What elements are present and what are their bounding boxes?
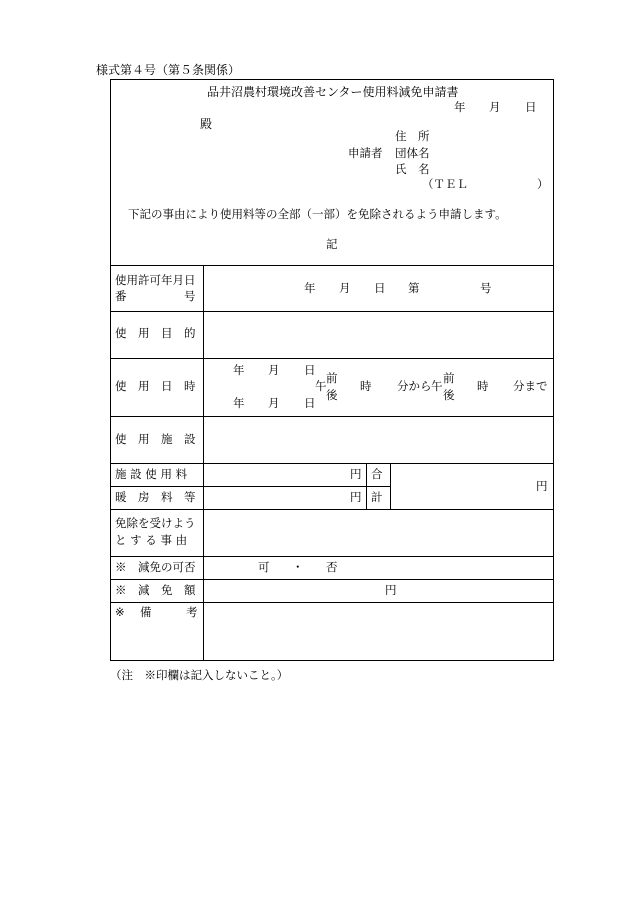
reason-label-line2: と す る 事 由: [115, 533, 188, 547]
start-year: 年: [233, 363, 245, 377]
row-divider-fee: [110, 486, 390, 487]
heating-fee-yen: 円: [350, 490, 362, 504]
table-border-left: [110, 79, 111, 661]
facility-fee-yen: 円: [350, 467, 362, 481]
table-border-right: [553, 79, 554, 661]
approval-label: ※ 減免の可否: [115, 560, 196, 574]
start-fun-kara: 分から: [397, 379, 432, 393]
row-divider: [110, 416, 554, 417]
applicant-address-label: 住 所: [395, 129, 430, 143]
table-border-top: [110, 79, 554, 80]
facility-label: 使 用 施 設: [115, 432, 196, 446]
permit-dai: 第: [408, 281, 420, 295]
total-label-top: 合: [371, 467, 383, 481]
end-ko: 後: [443, 388, 455, 402]
permit-month: 月: [339, 281, 351, 295]
row-divider: [110, 602, 554, 603]
permit-day: 日: [374, 281, 386, 295]
form-title: 品井沼農村環境改善センター使用料減免申請書: [207, 85, 459, 99]
start-go: 午: [315, 379, 327, 393]
approval-dot: ・: [292, 560, 304, 574]
start-zen: 前: [326, 371, 338, 385]
permit-label-line1: 使用許可年月日: [115, 273, 196, 287]
amount-yen: 円: [385, 583, 397, 597]
date-day: 日: [525, 100, 537, 114]
header-section-divider: [110, 265, 554, 266]
end-go: 午: [431, 379, 443, 393]
reason-label-line1: 免除を受けよう: [115, 516, 196, 530]
start-ji: 時: [360, 379, 372, 393]
applicant-tel-label: （ＴＥＬ ）: [422, 177, 549, 191]
applicant-org-label: 団体名: [395, 146, 430, 160]
date-year: 年: [454, 100, 466, 114]
total-label-divider: [390, 463, 391, 510]
row-divider: [110, 509, 554, 510]
permit-year: 年: [304, 281, 316, 295]
amount-label: ※ 減 免 額: [115, 583, 196, 597]
end-month: 月: [268, 396, 280, 410]
form-number: 様式第４号（第５条関係）: [96, 63, 241, 77]
applicant-name-label: 氏 名: [395, 162, 430, 176]
total-yen: 円: [536, 479, 548, 493]
permit-go: 号: [480, 281, 492, 295]
approval-hi: 否: [326, 560, 338, 574]
ki-heading: 記: [326, 237, 338, 251]
end-zen: 前: [443, 371, 455, 385]
label-column-divider: [203, 265, 204, 661]
purpose-label: 使 用 目 的: [115, 326, 196, 340]
start-ko: 後: [326, 388, 338, 402]
start-month: 月: [268, 363, 280, 377]
row-divider: [110, 556, 554, 557]
approval-ka: 可: [258, 560, 270, 574]
start-day: 日: [304, 363, 316, 377]
date-month: 月: [489, 100, 501, 114]
end-fun-made: 分まで: [513, 379, 548, 393]
facility-fee-label: 施 設 使 用 料: [115, 467, 188, 481]
request-statement: 下記の事由により使用料等の全部（一部）を免除されるよう申請します。: [128, 207, 507, 221]
end-day: 日: [304, 396, 316, 410]
table-border-bottom: [110, 660, 554, 661]
end-ji: 時: [477, 379, 489, 393]
datetime-label: 使 用 日 時: [115, 379, 196, 393]
heating-fee-label: 暖 房 料 等: [115, 490, 196, 504]
row-divider: [110, 579, 554, 580]
row-divider: [110, 463, 554, 464]
applicant-label: 申請者: [348, 146, 383, 160]
total-label-bottom: 計: [371, 490, 383, 504]
row-divider: [110, 311, 554, 312]
fee-yen-divider: [366, 463, 367, 510]
remarks-mark: ※: [115, 605, 125, 619]
end-year: 年: [233, 396, 245, 410]
addressee-suffix: 殿: [200, 117, 213, 131]
permit-label-line2: 番 号: [115, 289, 196, 303]
footnote: （注 ※印欄は記入しないこと。）: [110, 668, 289, 682]
remarks-label: 備 考: [140, 605, 198, 619]
row-divider: [110, 358, 554, 359]
